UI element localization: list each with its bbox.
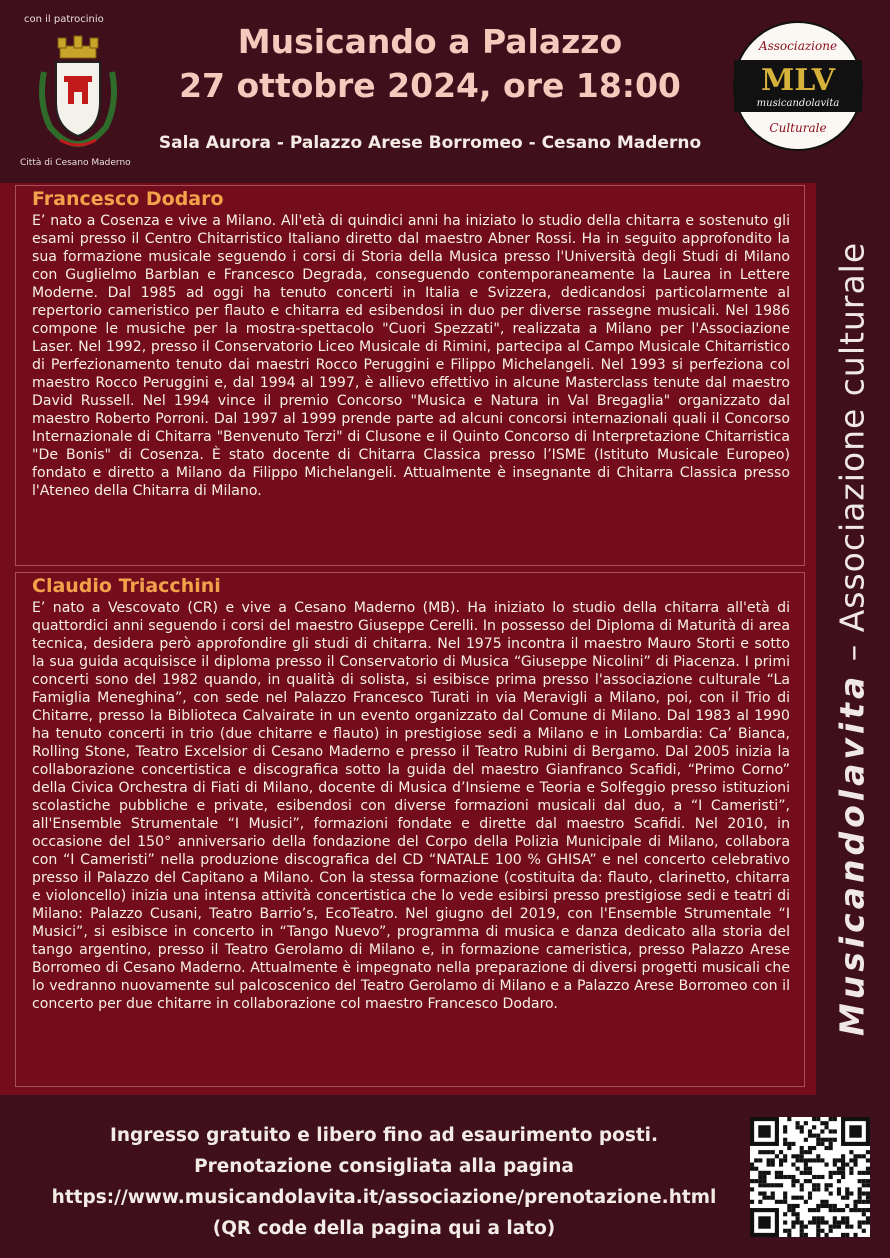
patron-label: con il patrocinio [24,14,104,25]
artist-card-triacchini [15,572,805,1087]
logo-band-text: musicandolavita [756,98,840,109]
artist-card-dodaro [15,185,805,566]
association-logo [732,20,864,152]
event-date: 27 ottobre 2024, ore 18:00 [179,66,681,105]
footer-text [18,1120,750,1244]
logo-initials: MLV [760,63,836,98]
logo-top-text: Associazione [758,39,838,53]
event-title [150,20,710,108]
sidebar-separator: – [832,643,872,662]
artist-name: Francesco Dodaro [32,188,224,210]
sidebar-brand: Musicandolavita [832,672,872,1037]
city-crest-icon [30,32,126,154]
booking-url[interactable]: https://www.musicandolavita.it/associazione/prenotazione.html [51,1187,717,1208]
footer-entry-info: Ingresso gratuito e libero fino ad esaurimento posti. [109,1125,659,1146]
city-label: Città di Cesano Maderno [20,158,131,168]
footer-booking-info: Prenotazione consigliata alla pagina [194,1156,574,1177]
sidebar-text [833,242,872,1036]
event-venue: Sala Aurora - Palazzo Arese Borromeo - Cesano Maderno [158,133,702,153]
event-title-name: Musicando a Palazzo [237,22,623,61]
footer-qr-note: (QR code della pagina qui a lato) [212,1218,556,1239]
logo-bottom-text: Culturale [769,121,827,135]
artist-bio: E’ nato a Vescovato (CR) e vive a Cesano Maderno (MB). Ha iniziato lo studio della chitarra all'età di quattordici anni seguendo i corsi del maestro Giuseppe Cerelli. In possesso del Diploma di Maturità di area tecnica, desidera però approfondire gli studi di chitarra. Nel 1975 incontra il maestro Mauro Storti e sotto la sua guida acquisisce il diploma presso il Conservatorio di Musica “Giuseppe Nicolini” di Piacenza. I primi concerti sono del 1982 quando, in qualità di solista, si esibisce prima presso l'associazione culturale “La Famiglia Meneghina”, con sede nel Palazzo Francesco Turati in via Meravigli a Milano, poi, con il Trio di Chitarre, presso la Biblioteca Calvairate in un evento organizzato dal Comune di Milano. Dal 1983 al 1990 ha tenuto concerti in trio (due chitarre e flauto) in prestigiose sedi a Milano e in Lombardia: Ca’ Bianca, Rolling Stone, Teatro Excelsior di Cesano Maderno e presso il Teatro Rubini di Bergamo. Dal 2005 inizia la collaborazione concertistica e discografica sotto la guida del maestro Gianfranco Scafidi, “Primo Corno” della Civica Orchestra di Fiati di Milano, docente di Musica d’Insieme e Teoria e Solfeggio presso istituzioni scolastiche pubbliche e private, esibendosi con diverse formazioni musicali dal duo, a “I Cameristi”, all'Ensemble Strumentale “I Musici”, formazioni fondate e dirette dal maestro Scafidi. Nel 2010, in occasione del 150° anniversario della fondazione del Corpo della Polizia Municipale di Milano, collabora con “I Cameristi” nella produzione discografica del CD “NATALE 100 % GHISA” e nel concerto celebrativo presso il Palazzo del Capitano a Milano. Con la stessa formazione (costituita da: flauto, clarinetto, chitarra e violoncello) inizia una intensa attività concertistica che lo vede esibirsi presso prestigiose sedi e teatri di Milano: Palazzo Cusani, Teatro Barrio’s, EcoTeatro. Nel giugno del 2019, con l'Ensemble Strumentale “I Musici”, si esibisce in concerto in “Tango Nuevo”, programma di musica e danza dedicato alla storia del tango argentino, presso il Teatro Gerolamo di Milano e, in formazione cameristica, presso Palazzo Arese Borromeo di Cesano Maderno. Attualmente è impegnato nella preparazione di diversi progetti musicali che lo vedranno nuovamente sul palcoscenico del Teatro Gerolamo di Milano e a Palazzo Arese Borromeo con il concerto per due chitarre in collaborazione col maestro Francesco Dodaro. [32,600,790,1012]
artist-name: Claudio Triacchini [32,575,221,597]
qr-code-icon[interactable] [750,1117,870,1237]
sidebar-subtitle: Associazione culturale [832,241,872,633]
artist-bio: E’ nato a Cosenza e vive a Milano. All'età di quindici anni ha iniziato lo studio della chitarra e sostenuto gli esami presso il Centro Chitarristico Italiano diretto dal maestro Abner Rossi. Ha in seguito approfondito la sua formazione musicale seguendo i corsi di Storia della Musica presso l'Università degli Studi di Milano con Guglielmo Barblan e Francesco Degrada, conseguendo contemporaneamente la Laurea in Lettere Moderne. Dal 1985 ad oggi ha tenuto concerti in Italia e Svizzera, dedicandosi particolarmente al repertorio cameristico per flauto e chitarra ed esibendosi in duo per diverse rassegne musicali. Nel 1986 compone le musiche per la mostra-spettacolo "Cuori Spezzati", realizzata a Milano per l'Associazione Laser. Nel 1992, presso il Conservatorio Liceo Musicale di Rimini, partecipa al Campo Musicale Chitarristico di Perfezionamento tenuto dai maestri Rocco Peruggini e Filippo Michelangeli. Nel 1993 si perfeziona col maestro Rocco Peruggini e, dal 1994 al 1997, è allievo effettivo in alcune Masterclass tenute dal maestro David Russell. Nel 1994 vince il premio Concorso "Musica e Natura in Val Bregaglia" organizzato dal maestro Roberto Porroni. Dal 1997 al 1999 prende parte ad alcuni concorsi internazionali quali il Concorso Internazionale di Chitarra "Benvenuto Terzi" di Clusone e il Quinto Concorso di Interpretazione Chitarristica "De Bonis" di Cosenza. È stato docente di Chitarra Classica presso l’ISME (Istituto Musicale Europeo) fondato e diretto a Milano da Filippo Michelangeli. Attualmente è insegnante di Chitarra Classica presso l'Ateneo della Chitarra di Milano. [32,213,790,499]
